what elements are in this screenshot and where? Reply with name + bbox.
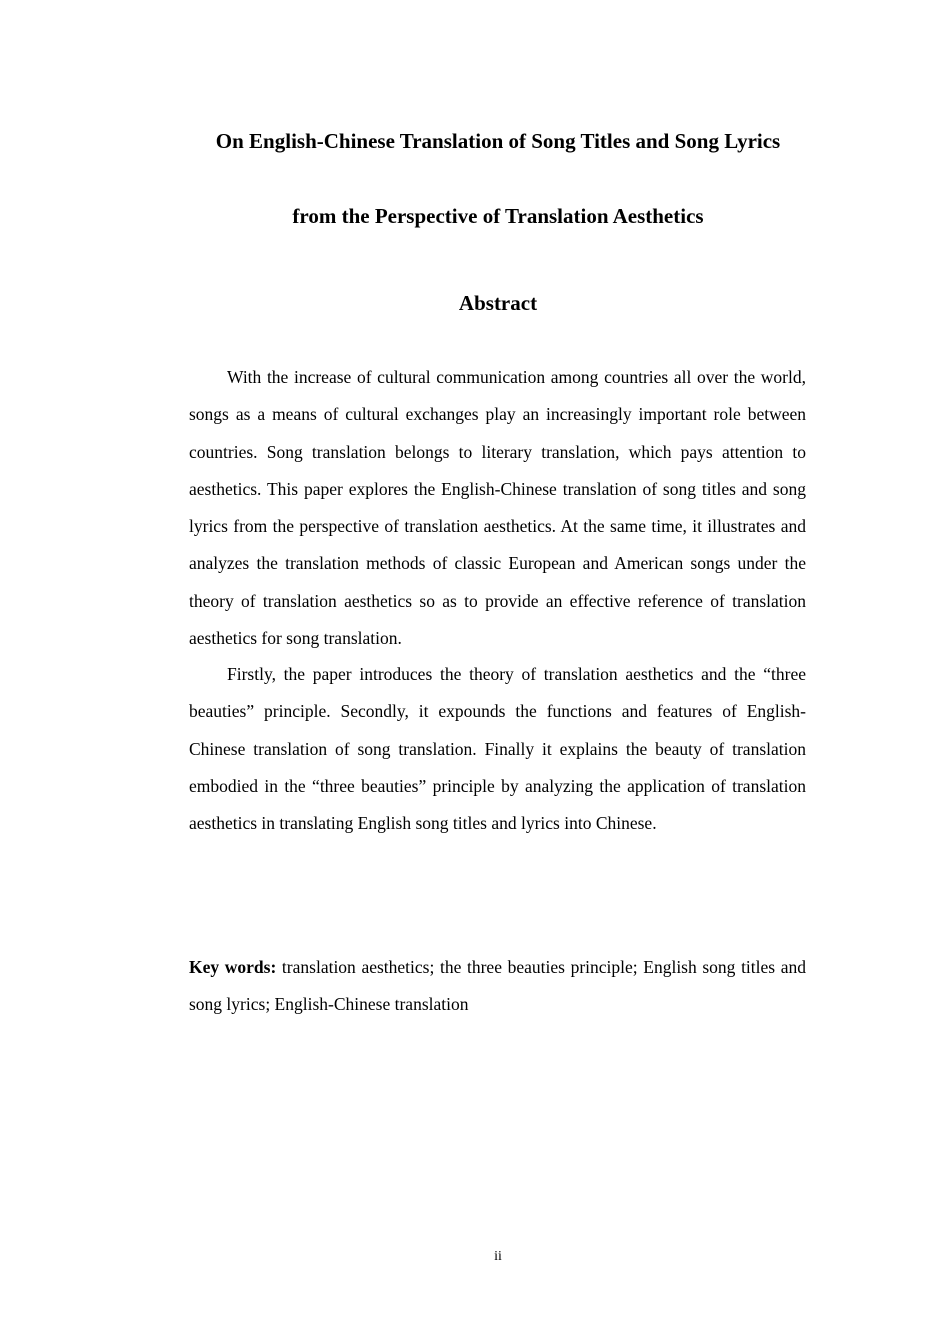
abstract-paragraph-1: With the increase of cultural communication among countries all over the world, songs as a means of cultural exchanges play an increasingly important role between countries. Song translation belongs to literary translation, which pays attention to aesthetics. This paper explores the English-Chinese translation of song titles and song lyrics from the perspective of translation aesthetics. At the same time, it illustrates and analyzes the translation methods of classic European and American songs under the theory of translation aesthetics so as to provide an effective reference of translation aesthetics for song translation. [189, 367, 806, 649]
abstract-heading: Abstract [458, 291, 538, 315]
keywords [189, 949, 806, 1024]
keywords-label: Key words: [189, 957, 277, 977]
paper-title-line-1: On English-Chinese Translation of Song Titles and Song Lyrics [215, 129, 781, 153]
page-number: ii [494, 1249, 502, 1264]
paper-title-line-2: from the Perspective of Translation Aesthetics [292, 204, 704, 228]
keywords-text: translation aesthetics; the three beauties principle; English song titles and song lyrics; English-Chinese translation [189, 957, 806, 1015]
abstract-paragraph-2: Firstly, the paper introduces the theory of translation aesthetics and the “three beauties” principle. Secondly, it expounds the functions and features of English-Chinese translation of song translation. Finally it explains the beauty of translation embodied in the “three beauties” principle by analyzing the application of translation aesthetics in translating English song titles and lyrics into Chinese. [189, 664, 806, 834]
